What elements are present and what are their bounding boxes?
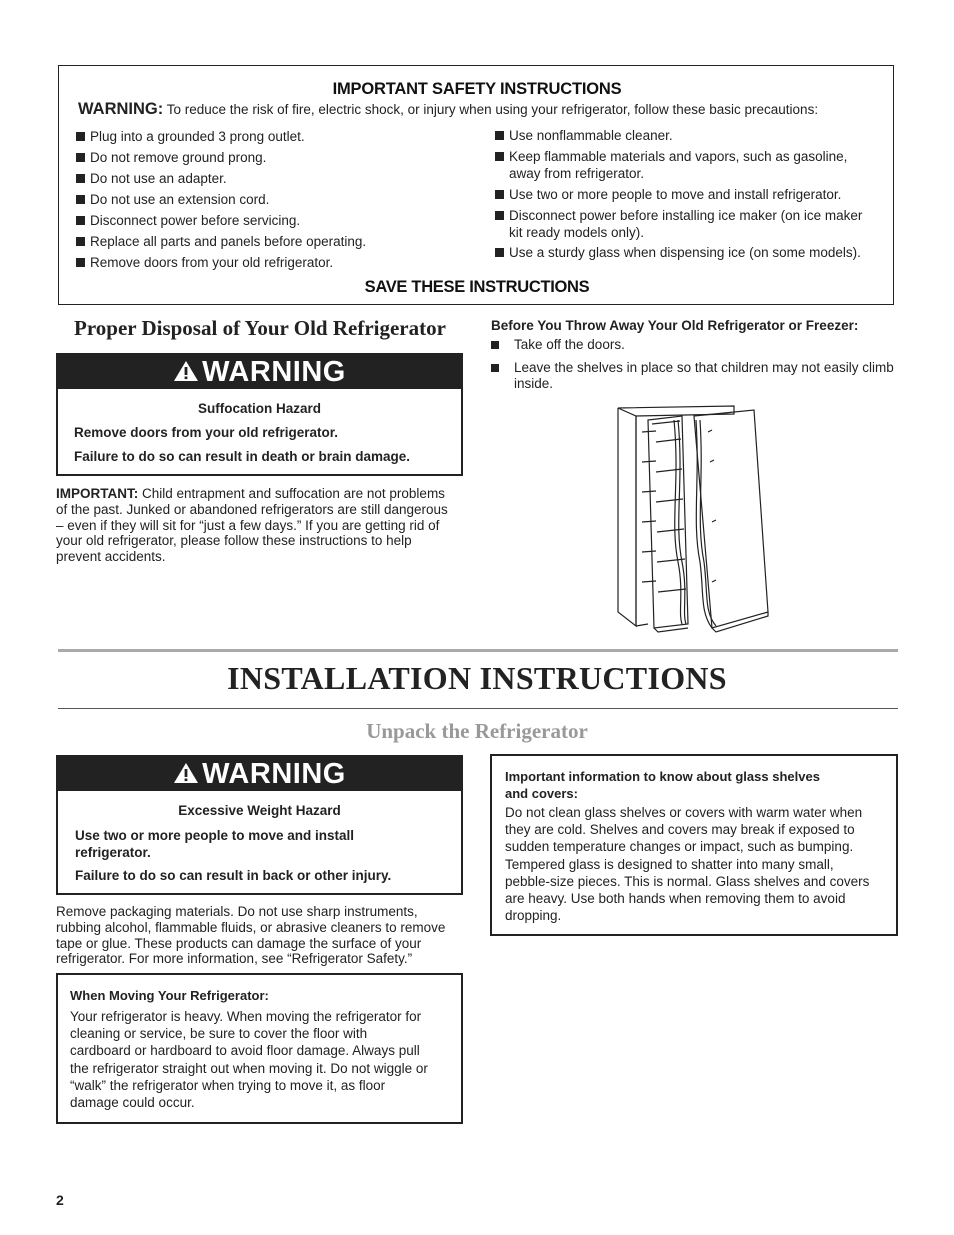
warning-label: WARNING:: [78, 100, 164, 118]
safety-item-right: Keep flammable materials and vapors, such as gasoline, away from refrigerator.: [495, 148, 847, 182]
warning-text: To reduce the risk of fire, electric shock, or injury when using your refrigerator, follow these basic precautions:: [166, 102, 819, 117]
before-item: Leave the shelves in place so that children may not easily climb inside.: [491, 360, 911, 394]
safety-item-left: Disconnect power before servicing.: [76, 212, 300, 229]
before-throw-away-heading: Before You Throw Away Your Old Refrigerator or Freezer:: [491, 318, 859, 333]
glass-heading: Important information to know about glass shelves and covers:: [505, 769, 820, 801]
hazard-title: Suffocation Hazard: [197, 401, 321, 416]
installation-instructions-title: INSTALLATION INSTRUCTIONS: [227, 660, 727, 696]
hazard-title: Excessive Weight Hazard: [178, 803, 341, 818]
save-instructions-title: SAVE THESE INSTRUCTIONS: [364, 278, 590, 296]
bullet-icon: [76, 258, 85, 267]
warning-line: Failure to do so can result in back or other injury.: [75, 868, 392, 883]
warning-banner: WARNING: [58, 355, 461, 389]
warning-line: Remove doors from your old refrigerator.: [74, 425, 339, 440]
safety-instructions-box: [58, 65, 894, 305]
glass-shelves-box: [490, 754, 898, 936]
bullet-icon: [495, 211, 504, 220]
moving-heading: When Moving Your Refrigerator:: [70, 988, 269, 1003]
section-rule-top: [58, 649, 898, 652]
important-label: IMPORTANT:: [56, 486, 139, 501]
warning-banner: WARNING: [58, 757, 461, 791]
safety-item-right: Use a sturdy glass when dispensing ice (on some models).: [495, 244, 861, 261]
remove-packaging-paragraph: Remove packaging materials. Do not use sharp instruments, rubbing alcohol, flammable fluids, or abrasive cleaners to remove tape or glue. These products can damage the surface of your refrigerator. For more information, see “Refrigerator Safety.”: [56, 904, 446, 967]
bullet-icon: [76, 216, 85, 225]
weight-warning-box: [56, 755, 463, 895]
bullet-icon: [76, 237, 85, 246]
important-paragraph: IMPORTANT: Child entrapment and suffocation are not problems of the past. Junked or abandoned refrigerators are still dangerous – even if they will sit for “just a few days.” If you are getting rid of your old refrigerator, please follow these instructions to help prevent accidents.: [56, 486, 448, 565]
safety-item-left: Do not use an extension cord.: [76, 191, 269, 208]
warning-line: Failure to do so can result in death or brain damage.: [74, 449, 411, 464]
safety-title: IMPORTANT SAFETY INSTRUCTIONS: [332, 80, 622, 98]
bullet-icon: [495, 248, 504, 257]
safety-item-left: Do not remove ground prong.: [76, 149, 266, 166]
suffocation-warning-box: [56, 353, 463, 476]
moving-refrigerator-box: [56, 973, 463, 1124]
safety-item-right: Disconnect power before installing ice maker (on ice maker kit ready models only).: [495, 207, 862, 241]
bullet-icon: [76, 132, 85, 141]
safety-item-right: Use two or more people to move and install refrigerator.: [495, 186, 841, 203]
safety-item-right: Use nonflammable cleaner.: [495, 127, 673, 144]
bullet-icon: [76, 153, 85, 162]
safety-item-left: Do not use an adapter.: [76, 170, 227, 187]
safety-item-left: Plug into a grounded 3 prong outlet.: [76, 128, 305, 145]
before-item: Take off the doors.: [491, 337, 911, 355]
disposal-heading: Proper Disposal of Your Old Refrigerator: [74, 316, 446, 340]
warning-triangle-icon: [173, 762, 199, 784]
warning-triangle-icon: [173, 360, 199, 382]
safety-item-left: Replace all parts and panels before operating.: [76, 233, 366, 250]
bullet-icon: [495, 131, 504, 140]
bullet-icon: [76, 195, 85, 204]
safety-item-left: Remove doors from your old refrigerator.: [76, 254, 333, 271]
section-rule-bottom: [58, 708, 898, 709]
safety-warning-line: [78, 100, 818, 119]
warning-line: Use two or more people to move and install refrigerator.: [75, 828, 355, 860]
unpack-heading: Unpack the Refrigerator: [366, 719, 588, 743]
bullet-icon: [491, 341, 499, 349]
bullet-icon: [76, 174, 85, 183]
refrigerator-doors-open-illustration: [608, 402, 774, 634]
glass-text: Do not clean glass shelves or covers with warm water when they are cold. Shelves and covers may break if exposed to sudden temperature changes or impact, such as bumping. Tempered glass is designed to shatter into many small, pebble-size pieces. This is normal. Glass shelves and covers are heavy. Use both hands when removing them to avoid dropping.: [505, 805, 870, 924]
page-number: 2: [56, 1192, 64, 1208]
bullet-icon: [495, 152, 504, 161]
bullet-icon: [495, 190, 504, 199]
bullet-icon: [491, 364, 499, 372]
moving-text: Your refrigerator is heavy. When moving the refrigerator for cleaning or service, be sure to cover the floor with cardboard or hardboard to avoid floor damage. Always pull the refrigerator straight out when moving it. Do not wiggle or “walk” the refrigerator when trying to move it, as floor damage could occur.: [70, 1009, 428, 1111]
